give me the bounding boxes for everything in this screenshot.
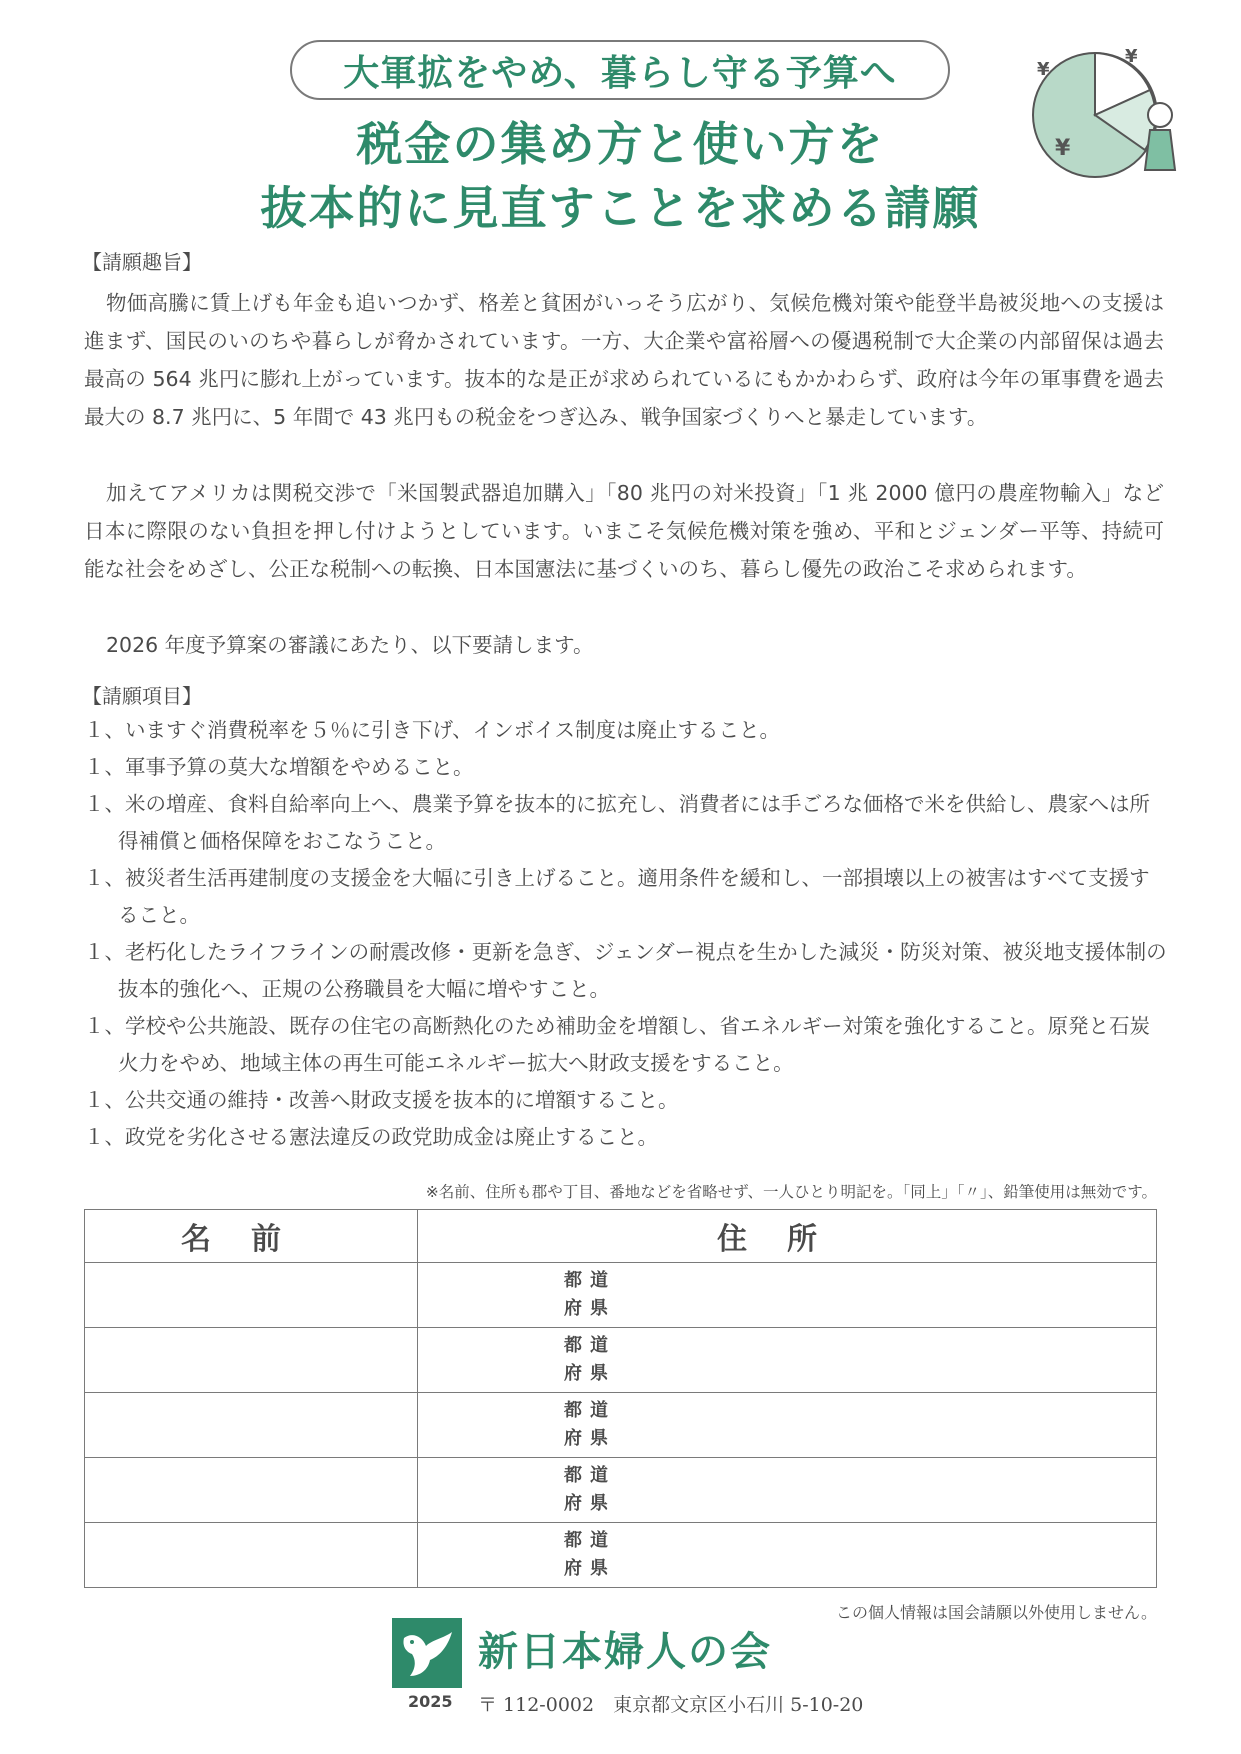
list-item: １、軍事予算の莫大な増額をやめること。 [84,755,474,779]
purpose-heading: 【請願趣旨】 [82,250,202,274]
items-heading: 【請願項目】 [82,684,202,708]
list-item: １、公共交通の維持・改善へ財政支援を抜本的に増額すること。 [84,1088,679,1112]
subtitle-banner [290,40,950,100]
list-item: １、いますぐ消費税率を５％に引き下げ、インボイス制度は廃止すること。 [84,718,780,742]
svg-text:¥: ¥ [1055,136,1071,161]
address-field[interactable] [418,1393,1157,1458]
list-item: １、老朽化したライフラインの耐震改修・更新を急ぎ、ジェンダー視点を生かした減災・防災対策、被災地支援体制の抜本的強化へ、正規の公務職員を大幅に増やすこと。 [84,940,1167,1001]
purpose-paragraph-3: 2026 年度予算案の審議にあたり、以下要請します。 [106,633,594,657]
address-column-header: 住所 [418,1210,1157,1263]
list-item: １、政党を劣化させる憲法違反の政党助成金は廃止すること。 [84,1125,658,1149]
pref-label-top: 都道 [564,1335,616,1356]
pref-label-bottom: 府県 [564,1363,616,1384]
table-row [85,1393,1157,1458]
dove-logo-icon [392,1618,462,1688]
title-line-1: 税金の集め方と使い方を [356,117,885,171]
signature-table [84,1209,1157,1588]
organization-address: 〒 112-0002 東京都文京区小石川 5-10-20 [478,1694,864,1716]
name-field[interactable] [85,1523,418,1588]
list-item: １、学校や公共施設、既存の住宅の高断熱化のため補助金を増額し、省エネルギー対策を強化すること。原発と石炭火力をやめ、地域主体の再生可能エネルギー拡大へ財政支援をすること。 [84,1014,1150,1075]
pref-label-top: 都道 [564,1270,616,1291]
address-field[interactable] [418,1523,1157,1588]
table-row [85,1458,1157,1523]
pref-label-top: 都道 [564,1465,616,1486]
address-field[interactable] [418,1458,1157,1523]
form-note: ※名前、住所も郡や丁目、番地などを省略せず、一人ひとり明記を。「同上」「〃」、鉛筆使用は無効です。 [425,1183,1157,1201]
title-line-2: 抜本的に見直すことを求める請願 [260,181,981,235]
pref-label-bottom: 府県 [564,1428,616,1449]
svg-text:¥: ¥ [1037,59,1050,80]
pref-label-bottom: 府県 [564,1493,616,1514]
privacy-notice: この個人情報は国会請願以外使用しません。 [836,1603,1157,1622]
table-row [85,1263,1157,1328]
organization-name: 新日本婦人の会 [478,1628,772,1675]
purpose-paragraph-2: 加えてアメリカは関税交渉で「米国製武器追加購入」「80 兆円の対米投資」「1 兆 2000 億円の農産物輸入」など日本に際限のない負担を押し付けようとしています。いまこそ気候危機対策を強め、平和とジェンダー平等、持続可能な社会をめざし、公正な税制への転換、日本国憲法に基づくいのち、暮らし優先の政治こそ求められます。 [84,481,1164,581]
svg-text:¥: ¥ [1125,46,1138,67]
name-field[interactable] [85,1393,418,1458]
table-row [85,1328,1157,1393]
pref-label-top: 都道 [564,1400,616,1421]
yen-pie-illustration [1025,40,1185,190]
year-label: 2025 [408,1692,453,1711]
list-item: １、米の増産、食料自給率向上へ、農業予算を抜本的に拡充し、消費者には手ごろな価格で米を供給し、農家へは所得補償と価格保障をおこなうこと。 [84,792,1150,853]
list-item: １、被災者生活再建制度の支援金を大幅に引き上げること。適用条件を緩和し、一部損壊以上の被害はすべて支援すること。 [84,866,1150,927]
subtitle-text: 大軍拡をやめ、暮らし守る予算へ [343,52,897,94]
name-field[interactable] [85,1328,418,1393]
petition-items-list [84,712,1170,1156]
pref-label-bottom: 府県 [564,1558,616,1579]
pref-label-top: 都道 [564,1530,616,1551]
table-row [85,1523,1157,1588]
name-column-header: 名前 [85,1210,418,1263]
name-field[interactable] [85,1458,418,1523]
name-field[interactable] [85,1263,418,1328]
address-field[interactable] [418,1263,1157,1328]
purpose-paragraph-1: 物価高騰に賃上げも年金も追いつかず、格差と貧困がいっそう広がり、気候危機対策や能登半島被災地への支援は進まず、国民のいのちや暮らしが脅かされています。一方、大企業や富裕層への優遇税制で大企業の内部留保は過去最高の 564 兆円に膨れ上がっています。抜本的な是正が求められているにもかかわらず、政府は今年の軍事費を過去最大の 8.7 兆円に、5 年間で 43 兆円もの税金をつぎ込み、戦争国家づくりへと暴走しています。 [84,291,1164,429]
address-field[interactable] [418,1328,1157,1393]
pref-label-bottom: 府県 [564,1298,616,1319]
